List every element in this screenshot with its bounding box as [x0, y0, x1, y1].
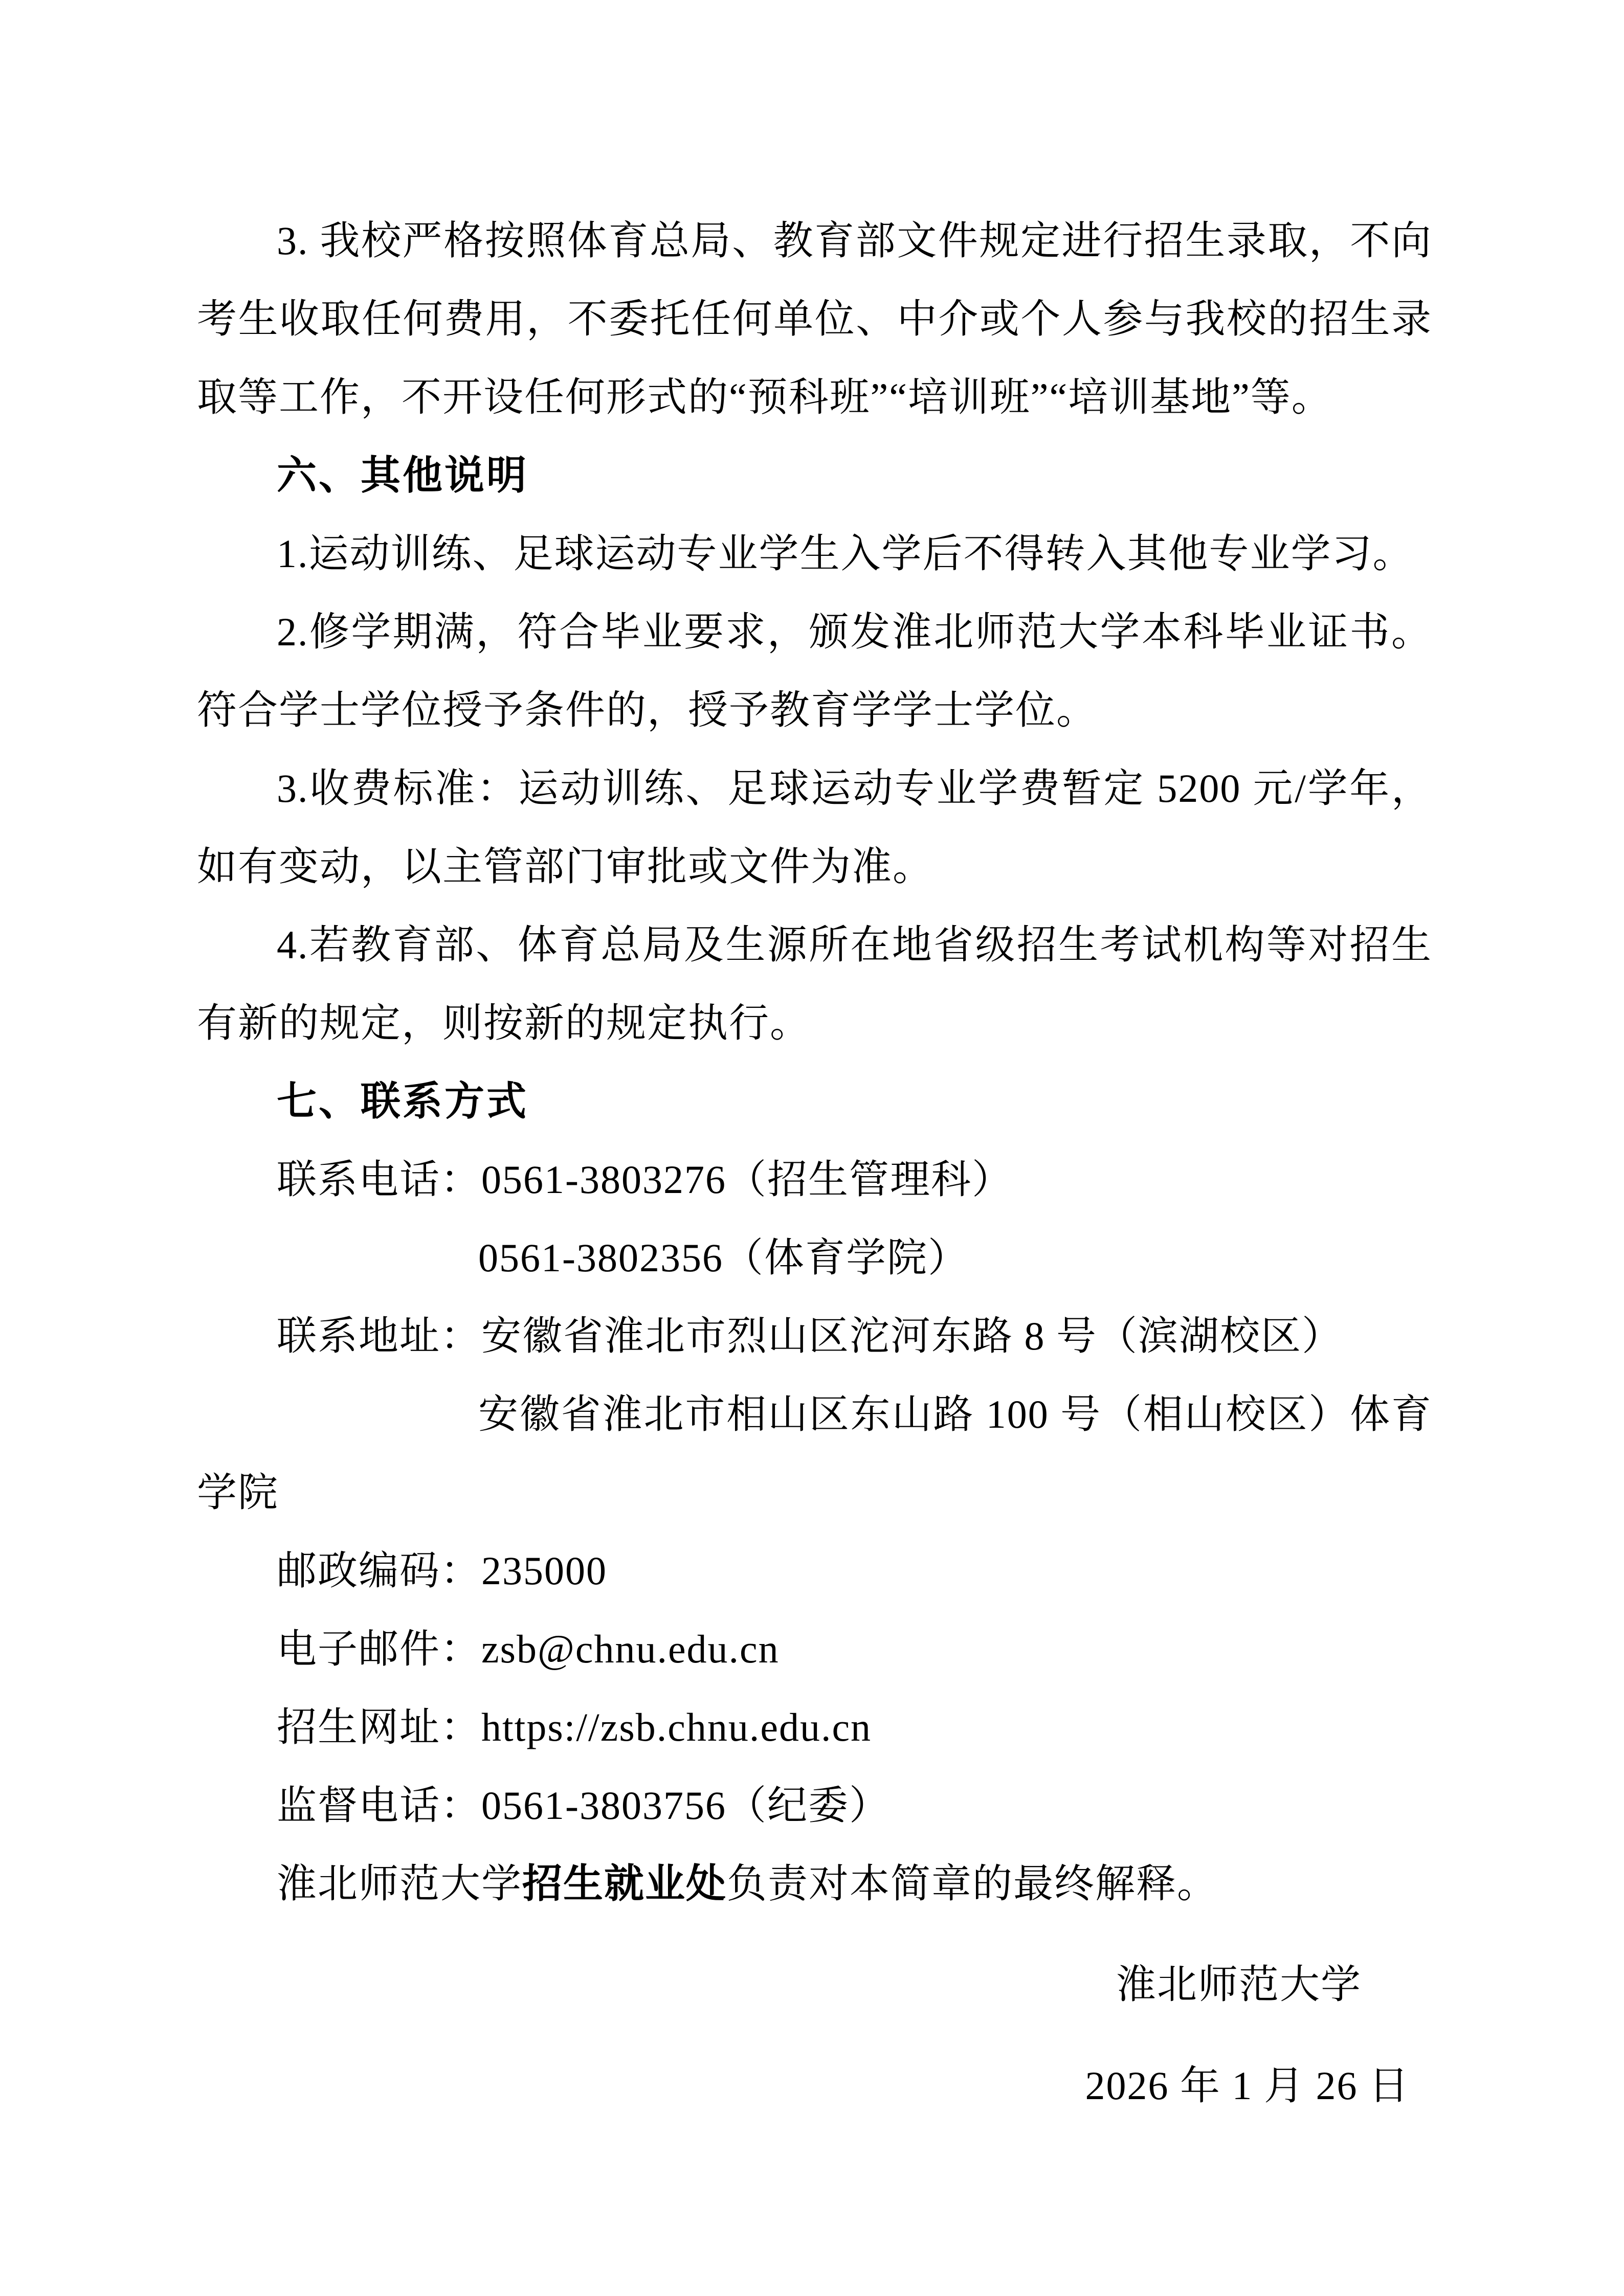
contact-address2-line2: 学院 — [197, 1470, 279, 1515]
section6-item3-line2: 如有变动，以主管部门审批或文件为准。 — [197, 844, 934, 889]
contact-phone-line — [197, 1140, 1432, 1219]
contact-postal-value: 235000 — [481, 1548, 608, 1593]
contact-address-label: 联系地址： — [277, 1314, 482, 1358]
document-body — [197, 201, 1432, 2136]
contact-address2-line1 — [478, 1375, 1432, 1453]
signature-block — [197, 1934, 1432, 2136]
section6-item3-line1: 3.收费标准：运动训练、足球运动专业学费暂定 5200 元/学年， — [277, 766, 1432, 811]
closing-prefix: 淮北师范大学 — [277, 1861, 523, 1906]
signature-org: 淮北师范大学 — [1116, 1962, 1362, 2007]
contact-address1-value: 安徽省淮北市烈山区沱河东路 8 号（滨湖校区） — [481, 1314, 1343, 1358]
contact-supervision-line — [197, 1766, 1432, 1844]
closing-dept-bold: 招生就业处 — [522, 1861, 727, 1906]
para3-line2: 考生收取任何费用，不委托任何单位、中介或个人参与我校的招生录 — [197, 297, 1432, 341]
section6-item4-line2: 有新的规定，则按新的规定执行。 — [197, 1001, 811, 1045]
contact-supervision-value: 0561-3803756（纪委） — [481, 1783, 890, 1828]
section6-item2-line1: 2.修学期满，符合毕业要求，颁发淮北师范大学本科毕业证书。 — [277, 610, 1432, 654]
contact-website-value: https://zsb.chnu.edu.cn — [481, 1705, 872, 1749]
contact-email-value: zsb@chnu.edu.cn — [481, 1627, 780, 1671]
closing-line — [197, 1844, 1432, 1923]
contact-phone2-value: 0561-3802356（体育学院） — [478, 1235, 969, 1280]
contact-phone-label: 联系电话： — [277, 1157, 482, 1202]
contact-supervision-label: 监督电话： — [277, 1783, 482, 1828]
section7-heading: 七、联系方式 — [277, 1078, 529, 1123]
contact-website-label: 招生网址： — [277, 1705, 482, 1749]
section6-item1: 1.运动训练、足球运动专业学生入学后不得转入其他专业学习。 — [277, 531, 1414, 576]
section6-item2-line2: 符合学士学位授予条件的，授予教育学学士学位。 — [197, 688, 1098, 732]
contact-postal-line — [197, 1532, 1432, 1610]
contact-email-label: 电子邮件： — [277, 1627, 482, 1671]
para3-line3: 取等工作，不开设任何形式的“预科班”“培训班”“培训基地”等。 — [197, 375, 1332, 419]
contact-email-line — [197, 1610, 1432, 1688]
para3-line1: 3. 我校严格按照体育总局、教育部文件规定进行招生录取，不向 — [277, 218, 1432, 263]
contact-phone2-line — [478, 1219, 1432, 1297]
closing-suffix: 负责对本简章的最终解释。 — [727, 1861, 1218, 1906]
contact-postal-label: 邮政编码： — [277, 1548, 482, 1593]
section6-heading: 六、其他说明 — [277, 453, 529, 498]
contact-address2-value: 安徽省淮北市相山区东山路 100 号（相山校区）体育 — [478, 1392, 1432, 1436]
contact-website-line — [197, 1688, 1432, 1766]
signature-date: 2026 年 1 月 26 日 — [1085, 2063, 1410, 2108]
contact-address-line — [197, 1297, 1432, 1375]
section6-item4-line1: 4.若教育部、体育总局及生源所在地省级招生考试机构等对招生 — [277, 922, 1432, 967]
contact-phone1-value: 0561-3803276（招生管理科） — [481, 1157, 1013, 1202]
